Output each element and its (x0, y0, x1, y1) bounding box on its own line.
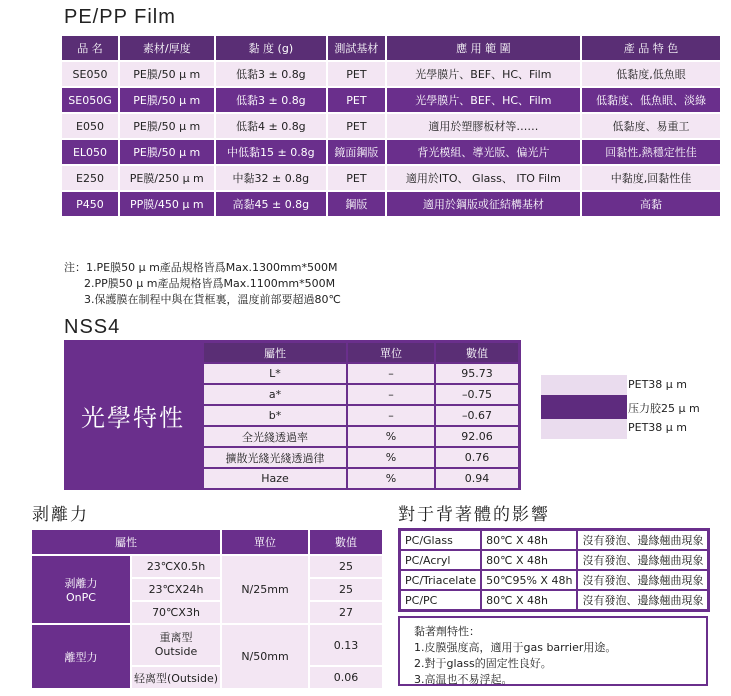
table-cell: L* (204, 364, 346, 383)
note-line: 2.對于glass的固定性良好。 (414, 657, 552, 670)
table-cell: 低黏3 ± 0.8g (216, 88, 326, 112)
film-header: 素材/厚度 (120, 36, 214, 60)
table-cell: 適用於鋼版或征結構基材 (387, 192, 580, 216)
table-cell: 27 (310, 602, 382, 623)
table-cell: % (348, 427, 434, 446)
note-line: 3.保護膜在制程中與在貨框裏，溫度前部要超過80℃ (84, 293, 341, 306)
table-cell: N/25mm (222, 556, 308, 623)
table-cell: 鋼版 (328, 192, 385, 216)
table-cell: PC/Glass (400, 530, 481, 550)
layer-label: PET38 μ m (628, 421, 688, 434)
table-row (204, 364, 518, 383)
table-cell: 0.06 (310, 667, 382, 688)
table-cell: 高黏 (582, 192, 720, 216)
table-cell: PET (328, 62, 385, 86)
film-notes (64, 260, 341, 308)
table-row (62, 192, 720, 216)
table-cell: PET (328, 166, 385, 190)
peel-group-label: 剥離力 OnPC (32, 556, 130, 623)
nss4-header: 屬性 (204, 343, 346, 362)
table-cell: 沒有發泡、邊緣翹曲現象 (577, 530, 708, 550)
table-cell: SE050G (62, 88, 118, 112)
table-row (32, 625, 382, 665)
table-cell: 重离型 Outside (132, 625, 220, 665)
table-cell: 擴散光綫光綫透過律 (204, 448, 346, 467)
table-cell: 沒有發泡、邊緣翹曲現象 (577, 590, 708, 610)
table-cell: % (348, 469, 434, 488)
table-cell: PC/Triacelate (400, 570, 481, 590)
nss4-header: 數值 (436, 343, 518, 362)
table-row (62, 114, 720, 138)
table-cell: –0.67 (436, 406, 518, 425)
layer-pet-top (541, 375, 627, 395)
table-cell: 適用於ITO、 Glass、 ITO Film (387, 166, 580, 190)
table-cell: 23℃X0.5h (132, 556, 220, 577)
table-cell: 沒有發泡、邊緣翹曲現象 (577, 570, 708, 590)
table-cell: 低黏4 ± 0.8g (216, 114, 326, 138)
table-cell: PET (328, 114, 385, 138)
table-cell: 80℃ X 48h (481, 550, 577, 570)
table-cell: 沒有發泡、邊緣翹曲現象 (577, 550, 708, 570)
table-cell: 中黏32 ± 0.8g (216, 166, 326, 190)
table-cell: 低黏度、低魚眼、淡綠 (582, 88, 720, 112)
table-cell: PC/Acryl (400, 550, 481, 570)
table-cell: 80℃ X 48h (481, 530, 577, 550)
adhesive-notes-box (398, 616, 708, 686)
peel-header: 屬性 (32, 530, 220, 554)
table-cell: 80℃ X 48h (481, 590, 577, 610)
layer-label: PET38 μ m (628, 378, 688, 391)
film-title: PE/PP Film (64, 6, 176, 28)
nss4-title: NSS4 (64, 316, 121, 338)
table-cell: 25 (310, 556, 382, 577)
table-row (400, 550, 708, 570)
table-cell: 0.13 (310, 625, 382, 665)
effect-title: 對于背著體的影響 (398, 505, 550, 525)
table-cell: EL050 (62, 140, 118, 164)
table-row (204, 385, 518, 404)
layer-label: 压力胶25 μ m (628, 402, 700, 415)
table-cell: PE膜/50 μ m (120, 140, 214, 164)
layer-adhesive (541, 395, 627, 419)
table-cell: PE膜/50 μ m (120, 114, 214, 138)
film-header: 測試基材 (328, 36, 385, 60)
table-cell: N/50mm (222, 625, 308, 688)
table-cell: 92.06 (436, 427, 518, 446)
table-cell: 回黏性,熱穩定性佳 (582, 140, 720, 164)
table-cell: 光學膜片、BEF、HC、Film (387, 62, 580, 86)
peel-table (30, 528, 384, 690)
table-cell: E250 (62, 166, 118, 190)
table-row (62, 140, 720, 164)
table-cell: 低黏度,低魚眼 (582, 62, 720, 86)
notes-title: 黏著劑特性： (414, 625, 480, 638)
table-cell: 中低黏15 ± 0.8g (216, 140, 326, 164)
table-cell: Haze (204, 469, 346, 488)
film-header: 黏 度 (g) (216, 36, 326, 60)
layer-pet-bottom (541, 419, 627, 439)
note-line: 3.高温也不易浮起。 (414, 673, 513, 686)
peel-header: 數值 (310, 530, 382, 554)
table-cell: – (348, 385, 434, 404)
film-header: 應 用 範 圍 (387, 36, 580, 60)
table-cell: 鏡面鋼版 (328, 140, 385, 164)
table-cell: 23℃X24h (132, 579, 220, 600)
table-cell: PP膜/450 μ m (120, 192, 214, 216)
table-cell: a* (204, 385, 346, 404)
peel-group-label: 離型力 (32, 625, 130, 688)
table-cell: 70℃X3h (132, 602, 220, 623)
table-cell: PET (328, 88, 385, 112)
table-row (204, 406, 518, 425)
film-header: 品 名 (62, 36, 118, 60)
film-table (60, 34, 722, 218)
table-cell: 0.76 (436, 448, 518, 467)
table-cell: 光學膜片、BEF、HC、Film (387, 88, 580, 112)
table-cell: 95.73 (436, 364, 518, 383)
note-line: 注：1.PE膜50 μ m產品規格皆爲Max.1300mm*500M (64, 261, 338, 274)
note-line: 1.皮膜强度高，適用于gas barrier用途。 (414, 641, 617, 654)
table-cell: PE膜/250 μ m (120, 166, 214, 190)
nss4-table (202, 341, 520, 490)
table-cell: P450 (62, 192, 118, 216)
table-cell: 適用於塑膠板材等…… (387, 114, 580, 138)
table-cell: 低黏度、易重工 (582, 114, 720, 138)
table-cell: 低黏3 ± 0.8g (216, 62, 326, 86)
table-cell: –0.75 (436, 385, 518, 404)
table-cell: 轻离型(Outside) (132, 667, 220, 688)
table-cell: 背光模組、導光版、偏光片 (387, 140, 580, 164)
table-row (62, 88, 720, 112)
table-cell: – (348, 406, 434, 425)
table-row (204, 448, 518, 467)
table-cell: PC/PC (400, 590, 481, 610)
table-cell: PE膜/50 μ m (120, 62, 214, 86)
table-cell: 25 (310, 579, 382, 600)
table-row (400, 590, 708, 610)
table-cell: % (348, 448, 434, 467)
table-cell: – (348, 364, 434, 383)
note-line: 2.PP膜50 μ m產品規格皆爲Max.1100mm*500M (84, 277, 336, 290)
table-row (62, 62, 720, 86)
table-row (400, 570, 708, 590)
table-row (204, 427, 518, 446)
table-cell: 高黏45 ± 0.8g (216, 192, 326, 216)
table-row (400, 530, 708, 550)
nss4-label: 光學特性 (81, 403, 185, 432)
table-row (32, 556, 382, 577)
peel-title: 剥離力 (32, 505, 89, 525)
effect-table (398, 528, 710, 612)
table-cell: b* (204, 406, 346, 425)
table-cell: SE050 (62, 62, 118, 86)
table-cell: PE膜/50 μ m (120, 88, 214, 112)
table-cell: 0.94 (436, 469, 518, 488)
table-cell: E050 (62, 114, 118, 138)
table-row (204, 469, 518, 488)
nss4-header: 單位 (348, 343, 434, 362)
peel-header: 單位 (222, 530, 308, 554)
film-header: 產 品 特 色 (582, 36, 720, 60)
table-cell: 中黏度,回黏性佳 (582, 166, 720, 190)
table-cell: 全光綫透過率 (204, 427, 346, 446)
table-cell: 50℃95% X 48h (481, 570, 577, 590)
table-row (62, 166, 720, 190)
